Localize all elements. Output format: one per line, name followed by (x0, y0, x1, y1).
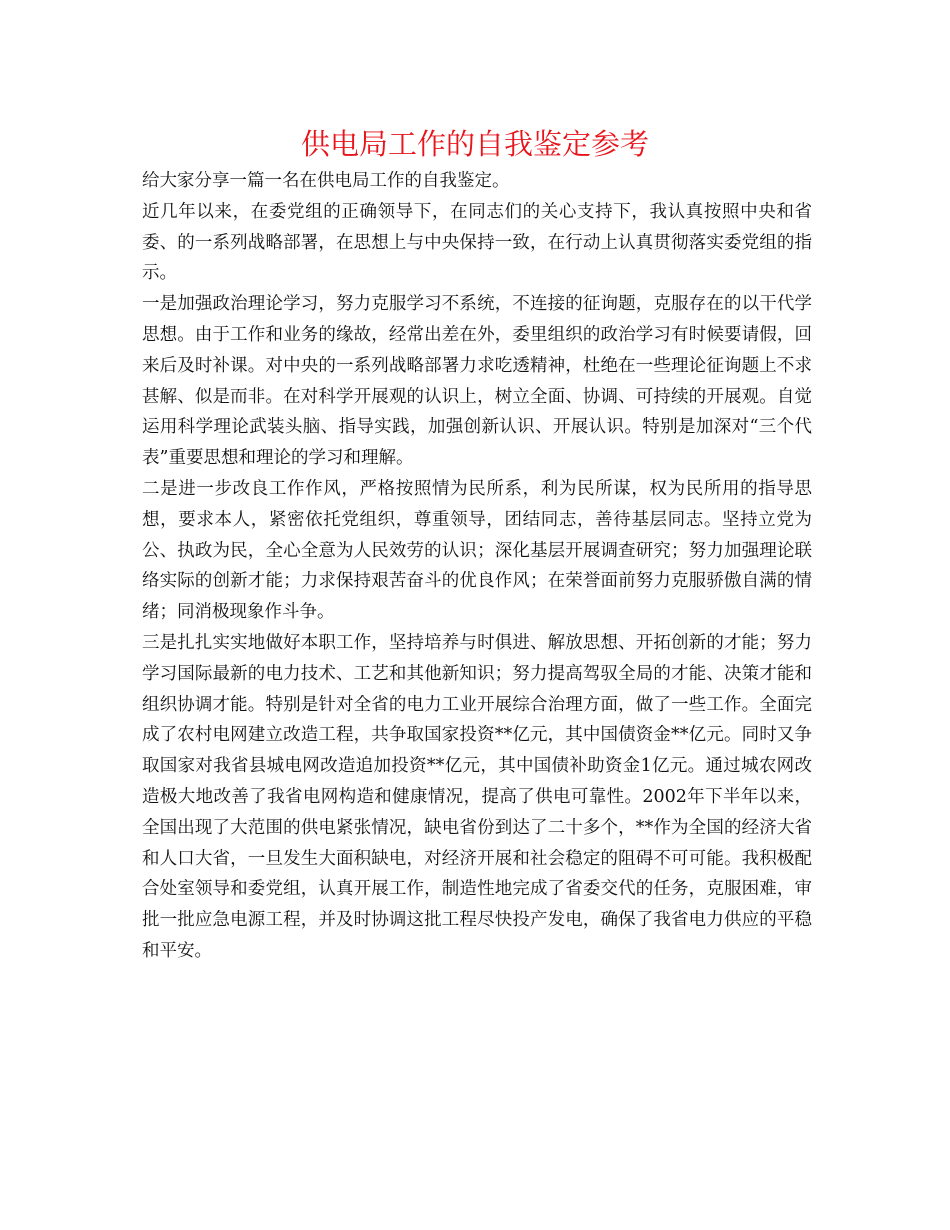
intro-paragraph: 给大家分享一篇一名在供电局工作的自我鉴定。 (142, 171, 510, 191)
document-body (142, 166, 812, 967)
point-three-paragraph: 三是扎扎实实地做好本职工作，坚持培养与时俱进、解放思想、开拓创新的才能；努力学习国际最新的电力技术、工艺和其他新知识；努力提高驾驭全局的才能、决策才能和组织协调才能。特别是针对全省的电力工业开展综合治理方面，做了一些工作。全面完成了农村电网建立改造工程，共争取国家投资**亿元，其中国债资金**亿元。同时又争取国家对我省县城电网改造追加投资**亿元，其中国债补助资金1亿元。通过城农网改造极大地改善了我省电网构造和健康情况，提高了供电可靠性。2002年下半年以来，全国出现了大范围的供电紧张情况，缺电省份到达了二十多个，**作为全国的经济大省和人口大省，一旦发生大面积缺电，对经济开展和社会稳定的阻碍不可可能。我积极配合处室领导和委党组，认真开展工作，制造性地完成了省委交代的任务，克服困难，审批一批应急电源工程，并及时协调这批工程尽快投产发电，确保了我省电力供应的平稳和平安。 (142, 632, 812, 961)
overview-paragraph: 近几年以来，在委党组的正确领导下，在同志们的关心支持下，我认真按照中央和省委、的一系列战略部署，在思想上与中央保持一致，在行动上认真贯彻落实委党组的指示。 (142, 201, 812, 284)
point-two-paragraph: 二是进一步改良工作作风，严格按照情为民所系，利为民所谋，权为民所用的指导思想，要求本人，紧密依托党组织，尊重领导，团结同志，善待基层同志。坚持立党为公、执政为民，全心全意为人民效劳的认识；深化基层开展调查研究；努力加强理论联络实际的创新才能；力求保持艰苦奋斗的优良作风；在荣誉面前努力克服骄傲自满的情绪；同消极现象作斗争。 (142, 478, 812, 623)
point-one-paragraph: 一是加强政治理论学习，努力克服学习不系统，不连接的征询题，克服存在的以干代学思想。由于工作和业务的缘故，经常出差在外，委里组织的政治学习有时候要请假，回来后及时补课。对中央的一系列战略部署力求吃透精神，杜绝在一些理论征询题上不求甚解、似是而非。在对科学开展观的认识上，树立全面、协调、可持续的开展观。自觉运用科学理论武装头脑、指导实践，加强创新认识、开展认识。特别是加深对“三个代表”重要思想和理论的学习和理解。 (142, 294, 812, 469)
document-title: 供电局工作的自我鉴定参考 (300, 127, 649, 161)
